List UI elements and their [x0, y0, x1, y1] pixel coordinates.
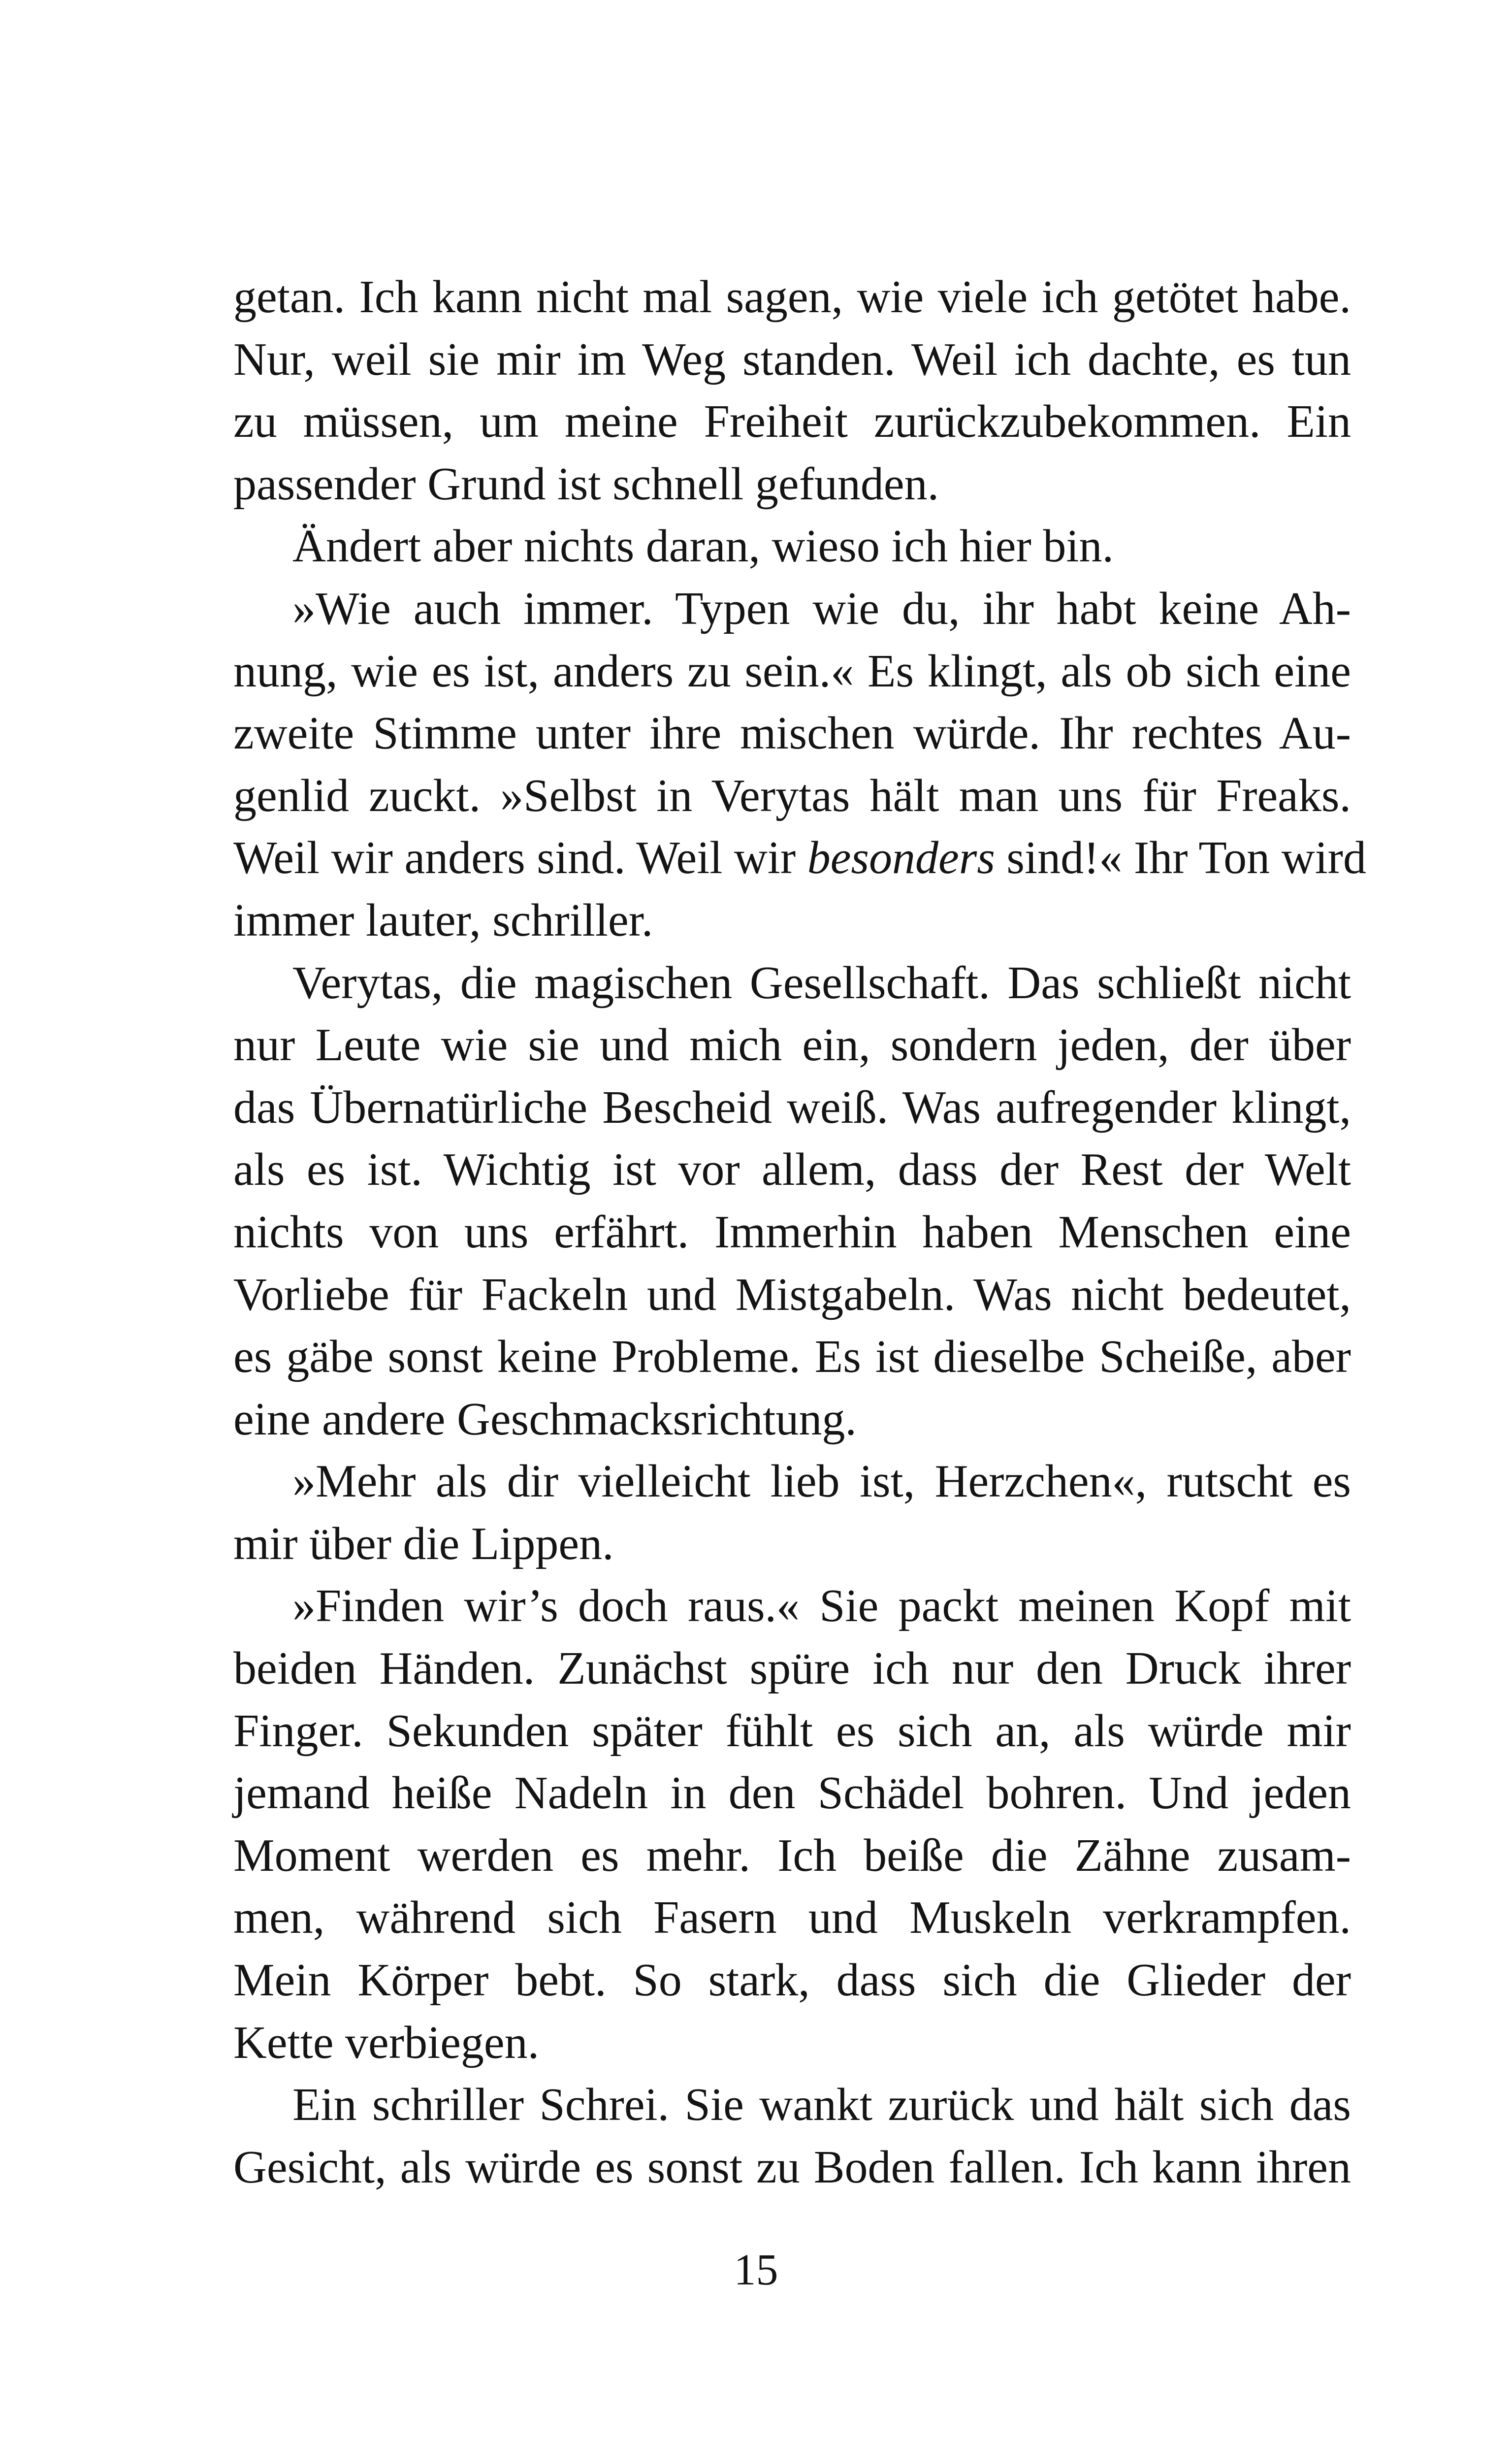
text-line: genlid zuckt. »Selbst in Verytas hält man uns für Freaks.	[233, 770, 1351, 821]
text-line: Kette verbiegen.	[233, 2017, 540, 2068]
text-line: passender Grund ist schnell gefunden.	[233, 458, 939, 510]
text-line: Verytas, die magischen Gesellschaft. Das schließt nicht	[292, 957, 1351, 1009]
text-line: Ändert aber nichts daran, wieso ich hier bin.	[292, 521, 1114, 572]
text-line: eine andere Geschmacksrichtung.	[233, 1393, 857, 1445]
text-line: »Wie auch immer. Typen wie du, ihr habt keine Ah-	[292, 583, 1351, 634]
text-line: zweite Stimme unter ihre mischen würde. Ihr rechtes Au-	[233, 708, 1351, 759]
text-line: als es ist. Wichtig ist vor allem, dass der Rest der Welt	[233, 1144, 1351, 1196]
text-line: Finger. Sekunden später fühlt es sich an, als würde mir	[233, 1705, 1351, 1757]
text-line: beiden Händen. Zunächst spüre ich nur den Druck ihrer	[233, 1643, 1351, 1694]
body-text	[233, 266, 1366, 2198]
text-line: nichts von uns erfährt. Immerhin haben Menschen eine	[233, 1206, 1351, 1258]
text-line: »Mehr als dir vielleicht lieb ist, Herzchen«, rutscht es	[292, 1456, 1351, 1507]
text-line: Nur, weil sie mir im Weg standen. Weil ich dachte, es tun	[233, 333, 1351, 385]
text-line: das Übernatürliche Bescheid weiß. Was aufregender klingt,	[233, 1081, 1351, 1133]
emphasis-text: besonders	[807, 832, 995, 884]
text-line: Ein schriller Schrei. Sie wankt zurück und hält sich das	[292, 2079, 1351, 2131]
text-line: nur Leute wie sie und mich ein, sondern jeden, der über	[233, 1019, 1351, 1071]
text-line: es gäbe sonst keine Probleme. Es ist dieselbe Scheiße, aber	[233, 1331, 1351, 1383]
text-line	[233, 827, 1366, 889]
text-line: Gesicht, als würde es sonst zu Boden fallen. Ich kann ihren	[233, 2141, 1351, 2193]
text-line: getan. Ich kann nicht mal sagen, wie viele ich getötet habe.	[233, 271, 1351, 323]
page-number: 15	[734, 2246, 778, 2294]
text-segment: Weil wir anders sind. Weil wir	[233, 832, 807, 884]
text-line: mir über die Lippen.	[233, 1518, 614, 1569]
text-segment: sind!« Ihr Ton wird	[995, 832, 1366, 884]
text-line: immer lauter, schriller.	[233, 894, 653, 946]
text-line: jemand heiße Nadeln in den Schädel bohren. Und jeden	[233, 1767, 1351, 1819]
text-line: zu müssen, um meine Freiheit zurückzubekommen. Ein	[233, 396, 1351, 448]
text-line: nung, wie es ist, anders zu sein.« Es klingt, als ob sich eine	[233, 645, 1351, 697]
text-line: Vorliebe für Fackeln und Mistgabeln. Was nicht bedeutet,	[233, 1269, 1351, 1320]
text-line: »Finden wir’s doch raus.« Sie packt meinen Kopf mit	[292, 1580, 1351, 1632]
text-line: Mein Körper bebt. So stark, dass sich die Glieder der	[233, 1954, 1351, 2006]
text-line: men, während sich Fasern und Muskeln verkrampfen.	[233, 1892, 1351, 1944]
text-line: Moment werden es mehr. Ich beiße die Zähne zusam-	[233, 1829, 1351, 1881]
